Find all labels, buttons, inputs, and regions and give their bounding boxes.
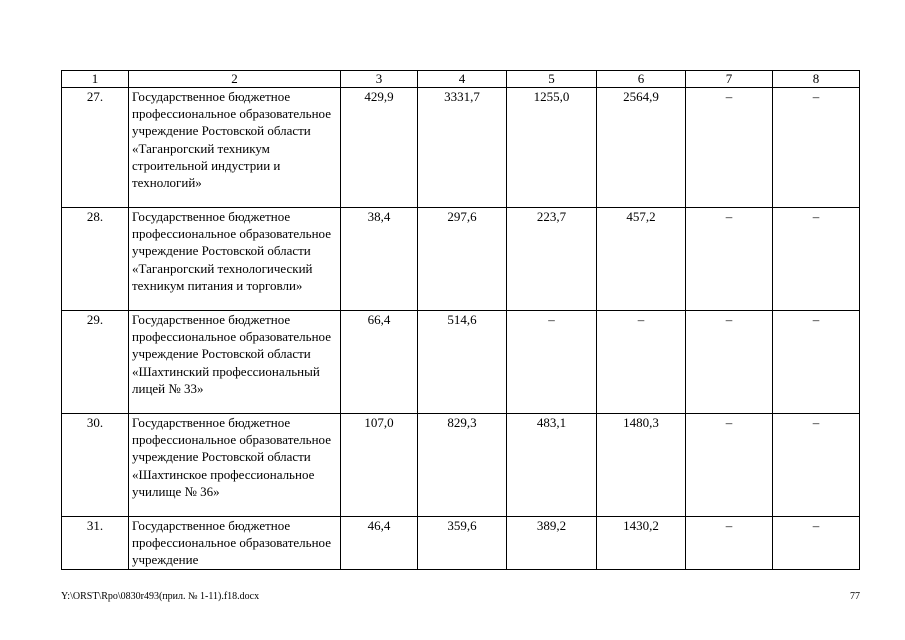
value-cell: –: [686, 311, 773, 414]
value-cell: 66,4: [341, 311, 418, 414]
value-cell: –: [773, 414, 860, 517]
value-cell: –: [773, 88, 860, 208]
value-cell: 3331,7: [418, 88, 507, 208]
value-cell: 359,6: [418, 517, 507, 570]
value-cell: –: [773, 517, 860, 570]
value-cell: 2564,9: [597, 88, 686, 208]
value-cell: 46,4: [341, 517, 418, 570]
institution-name: Государственное бюджетное профессиональное образовательное учреждение Ростовской области «Шахтинское профессиональное училище № 36»: [129, 414, 341, 517]
value-cell: –: [686, 88, 773, 208]
table-row: [62, 88, 860, 208]
value-cell: 1430,2: [597, 517, 686, 570]
institution-name: Государственное бюджетное профессиональное образовательное учреждение Ростовской области «Таганрогский техникум строительной индустрии и технологий»: [129, 88, 341, 208]
value-cell: –: [773, 311, 860, 414]
value-cell: 514,6: [418, 311, 507, 414]
value-cell: –: [507, 311, 597, 414]
value-cell: –: [686, 517, 773, 570]
table-row: [62, 414, 860, 517]
value-cell: 1480,3: [597, 414, 686, 517]
budget-table: [61, 70, 860, 570]
table-row: [62, 208, 860, 311]
value-cell: –: [686, 414, 773, 517]
column-header: 7: [686, 71, 773, 88]
row-number: 28.: [62, 208, 129, 311]
row-number: 30.: [62, 414, 129, 517]
value-cell: 107,0: [341, 414, 418, 517]
column-header: 3: [341, 71, 418, 88]
table-row: [62, 311, 860, 414]
column-header: 6: [597, 71, 686, 88]
institution-name: Государственное бюджетное профессиональное образовательное учреждение: [129, 517, 341, 570]
column-header: 4: [418, 71, 507, 88]
value-cell: –: [597, 311, 686, 414]
column-header: 5: [507, 71, 597, 88]
page-number: 77: [850, 591, 860, 602]
value-cell: 429,9: [341, 88, 418, 208]
value-cell: 223,7: [507, 208, 597, 311]
row-number: 27.: [62, 88, 129, 208]
value-cell: 297,6: [418, 208, 507, 311]
value-cell: 483,1: [507, 414, 597, 517]
column-header: 1: [62, 71, 129, 88]
footer-file-path: Y:\ORST\Rpo\0830r493(прил. № 1-11).f18.docx: [61, 591, 260, 602]
value-cell: 457,2: [597, 208, 686, 311]
column-header: 8: [773, 71, 860, 88]
table-header-row: [62, 71, 860, 88]
table-row: [62, 517, 860, 570]
value-cell: –: [686, 208, 773, 311]
value-cell: 389,2: [507, 517, 597, 570]
value-cell: –: [773, 208, 860, 311]
value-cell: 1255,0: [507, 88, 597, 208]
row-number: 31.: [62, 517, 129, 570]
institution-name: Государственное бюджетное профессиональное образовательное учреждение Ростовской области «Таганрогский технологический техникум питания и торговли»: [129, 208, 341, 311]
row-number: 29.: [62, 311, 129, 414]
value-cell: 38,4: [341, 208, 418, 311]
institution-name: Государственное бюджетное профессиональное образовательное учреждение Ростовской области «Шахтинский профессиональный лицей № 33»: [129, 311, 341, 414]
column-header: 2: [129, 71, 341, 88]
value-cell: 829,3: [418, 414, 507, 517]
